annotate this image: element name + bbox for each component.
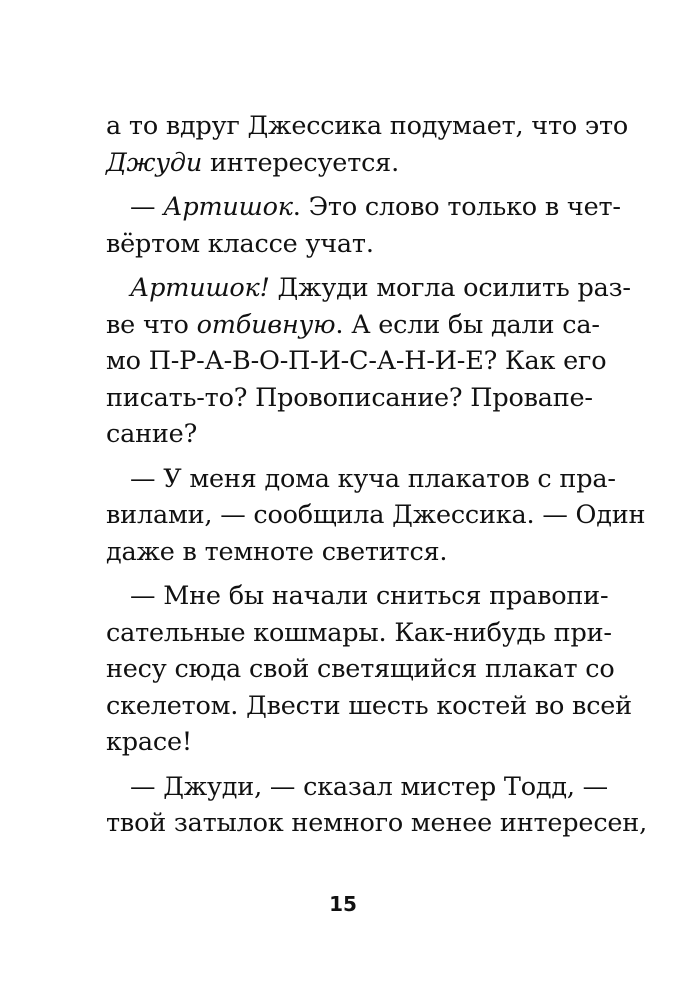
page-number: 15 xyxy=(329,892,357,916)
paragraph-gap xyxy=(106,181,582,189)
body-text xyxy=(106,108,647,842)
text-line xyxy=(106,724,582,761)
paragraph-gap xyxy=(106,570,582,578)
text-segment: а то вдруг Джессика подумает, что это xyxy=(106,111,629,141)
text-segment: красе! xyxy=(106,727,192,757)
text-line xyxy=(106,226,582,263)
text-line xyxy=(106,578,609,615)
paragraph xyxy=(106,108,629,181)
text-segment: Джуди могла осилить раз- xyxy=(269,273,631,303)
text-line xyxy=(106,651,615,688)
text-segment: писать-то? Провописание? Провапе- xyxy=(106,382,593,413)
text-segment: несу сюда свой светящийся плакат со xyxy=(106,654,615,684)
text-line xyxy=(106,307,600,344)
text-line xyxy=(106,145,582,182)
text-line xyxy=(106,343,607,380)
text-line xyxy=(106,615,612,652)
text-segment: вилами, — сообщила Джессика. — Один xyxy=(106,500,646,530)
paragraph-gap xyxy=(106,761,582,769)
text-line xyxy=(106,534,582,571)
text-segment: ве что xyxy=(106,309,197,340)
italic-text: Артишок! xyxy=(130,273,270,303)
text-segment: скелетом. Двести шесть костей во всей xyxy=(106,690,632,721)
text-line xyxy=(106,497,646,534)
text-segment: — Мне бы начали сниться правопи- xyxy=(130,581,609,611)
italic-text: отбивную xyxy=(196,309,336,340)
text-segment: интересуется. xyxy=(202,147,399,178)
text-segment: сание? xyxy=(106,419,198,449)
paragraph xyxy=(106,769,647,842)
paragraph xyxy=(106,461,646,571)
paragraph-gap xyxy=(106,453,582,461)
text-line xyxy=(106,108,629,145)
text-segment: . Это слово только в чет- xyxy=(292,192,621,222)
text-line xyxy=(106,270,631,307)
text-segment: сательные кошмары. Как-нибудь при- xyxy=(106,617,612,648)
text-segment: — xyxy=(130,192,164,222)
text-segment: вёртом классе учат. xyxy=(106,228,374,259)
text-line xyxy=(106,416,582,453)
text-line xyxy=(106,189,621,226)
paragraph xyxy=(106,189,621,262)
italic-text: Артишок xyxy=(163,192,293,222)
text-segment: — У меня дома куча плакатов с пра- xyxy=(130,463,616,494)
text-line xyxy=(106,769,608,806)
paragraph-gap xyxy=(106,262,582,270)
text-line xyxy=(106,461,616,498)
paragraph xyxy=(106,270,631,453)
text-line xyxy=(106,380,593,417)
paragraph xyxy=(106,578,632,761)
text-segment: . А если бы дали са- xyxy=(335,309,600,340)
text-segment: — Джуди, — сказал мистер Тодд, — xyxy=(130,771,608,802)
text-line xyxy=(106,805,647,842)
text-segment: даже в темноте светится. xyxy=(106,536,448,567)
italic-text: Джуди xyxy=(106,147,203,178)
text-line xyxy=(106,688,632,725)
text-segment: мо П-Р-А-В-О-П-И-С-А-Н-И-Е? Как его xyxy=(106,346,607,376)
text-segment: твой затылок немного менее интересен, xyxy=(106,808,647,838)
